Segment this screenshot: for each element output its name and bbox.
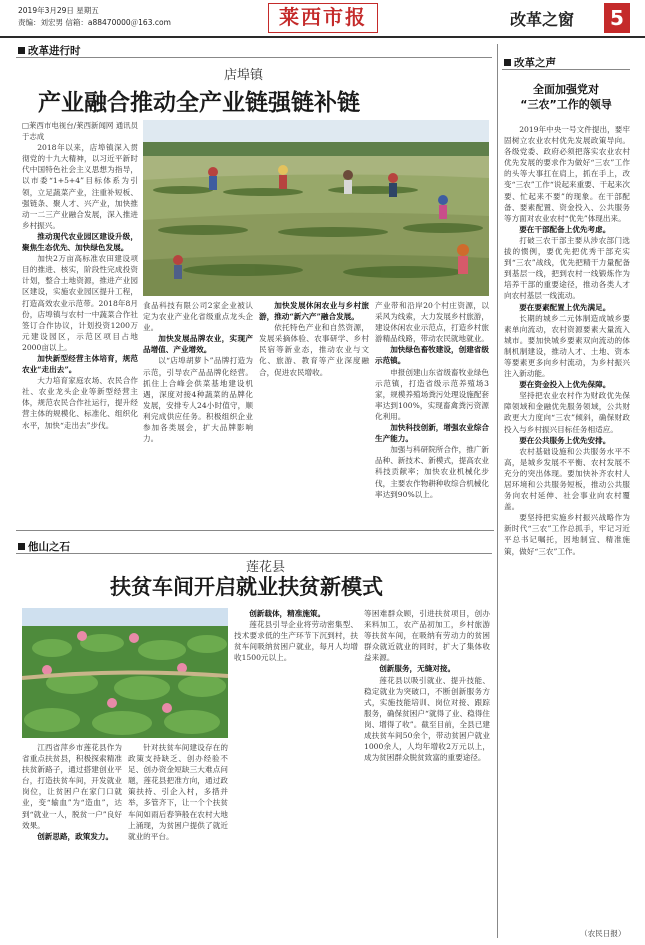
subheading: 要在公共服务上优先安排。 xyxy=(519,435,611,445)
subheading: 创新思路，政策发力。 xyxy=(37,831,114,841)
right-article-title xyxy=(502,82,630,112)
article-byline: □莱西市电视台/莱西新闻网 通讯员 于志成 xyxy=(22,121,138,142)
paragraph: 食品科技有限公司2家企业被认定为农业产业化省级重点龙头企业。 xyxy=(143,301,253,333)
editor-contact-line: 责编：刘宏男 信箱：a88470000＠163.com xyxy=(18,18,171,27)
subheading: 要在干部配备上优先考虑。 xyxy=(519,224,611,234)
paragraph: 打破三农干部主要从涉农部门选拔的惯例，要优先把优秀干部充实到“三农”战线，优先把精干力量配备到基层一线，把到农村一线锻炼作为培养干部的重要途径，推动各类人才向农村基层一线流动。 xyxy=(504,235,630,301)
paragraph: 2018年以来，店埠镇深入贯彻党的十九大精神，以习近平新时代中国特色社会主义思想为指导，以市委“1+5+4”目标体系为引领，立足蔬菜产业，注重补短板、强链条、聚人才、兴产业，加快推动一二三产业融合发展，深入推进乡村振兴。 xyxy=(22,143,138,230)
header-meta xyxy=(18,5,171,29)
paragraph: 2019年中央一号文件提出，要牢固树立农业农村优先发展政策导向。各级党委、政府必须把落实农业农村优先发展的要求作为做好“三农”工作的头等大事扛在肩上，抓在手上，改变“三农”工作“说起来重要、干起来次要、忙起来不要”的现象。在干部配备、要素配置、资金投入、公共服务等方面对农业农村“优先”体现出来。 xyxy=(504,125,630,223)
article-headline: 产业融合推动全产业链强链补链 xyxy=(38,90,360,116)
paragraph: 坚持把农业农村作为财政优先保障领域和金融优先服务领域，公共财政更大力度向“三农”倾斜，确保财政投入与乡村振兴目标任务相适应。 xyxy=(504,391,630,434)
subheading: 要在要素配置上优先满足。 xyxy=(519,302,611,312)
article-headline: 扶贫车间开启就业扶贫新模式 xyxy=(110,575,383,599)
subheading: 创新载体，精准施策。 xyxy=(249,609,326,618)
paragraph: 加快2万亩高标准农田建设项目的推进、核实，阶段性完成投资计划，整合土地资源，推进产业园区建设，实施农业园区提升工程，打造高效农业示范带。2018年8月份，店埠镇与农村一中蔬菜合作社签订合作协议，计划投资1200万元建设园区，示范区项目占地2000亩以上。 xyxy=(22,254,138,352)
paragraph: 申报创建山东省级畜牧业绿色示范镇，打造省级示范养殖场3家，规模养殖场粪污处理设施配套率达到100%，实现畜禽粪污资源化利用。 xyxy=(375,367,489,421)
paragraph: 产业带和沿岸20个村庄资源，以采风为线索，大力发展乡村旅游，建设休闲农业示范点，打造乡村旅游精品线路，带动农民就地就业。 xyxy=(375,301,489,344)
page-number: 5 xyxy=(604,3,630,33)
section-bar-reform: 改革进行时 xyxy=(16,44,492,58)
subheading: 加快新型经营主体培育，规范农业“走出去”。 xyxy=(22,353,138,375)
paragraph: 针对扶贫车间建设存在的政策支持缺乏、创办经验不足、创办资金短缺三大难点问题，莲花县把准方向，通过政策扶持、引企入村，多措并举，多管齐下，让一个个扶贫车间如雨后春笋般在农村大地上涌现，为贫困户提供了就近就业的平台。 xyxy=(128,743,228,841)
subheading: 创新服务，无缝对接。 xyxy=(379,664,456,674)
article-column-1 xyxy=(22,120,138,480)
newspaper-masthead: 莱西市报 xyxy=(268,3,378,33)
article-kicker: 莲花县 xyxy=(246,560,286,575)
paragraph: 农村基础设施和公共服务水平不高，是城乡发展不平衡、农村发展不充分的突出体现。要加快补齐农村人居环境和公共服务短板，推动公共服务向农村延伸、社会事业向农村覆盖。 xyxy=(504,446,630,512)
subheading: 推动现代农业园区建设升级，聚焦生态优先、加快绿色发展。 xyxy=(22,231,138,253)
paragraph: 莲花县以吸引就业、提升技能、稳定就业为突破口，不断创新服务方式，实施技能培训、岗位对接、跟踪服务，确保贫困户“就得了业、稳得住岗、增得了收”。截至目前，全县已建成扶贫车间50余个，带动贫困户就业1000余人，人均年增收2万元以上，成为贫困群众脱贫致富的重要途径。 xyxy=(364,675,490,763)
subheading: 加快发展品牌农业，实现产品增值、产业增效。 xyxy=(143,334,253,355)
page-header xyxy=(0,0,645,38)
lotus-photo-illustration xyxy=(22,608,228,738)
field-photo-illustration xyxy=(143,120,489,296)
title-line-2: “三农”工作的领导 xyxy=(520,98,612,111)
paragraph: 以“店埠胡萝卜”品牌打造为示范，引导农产品品牌化经营。抓住上合峰会供菜基地建设机遇，深度对接4种蔬菜的品牌化发展，安排专人24小时值守，顺利完成供应任务。积极组织企业参加各类展会，扩大品牌影响力。 xyxy=(143,356,253,444)
divider xyxy=(16,530,494,531)
paragraph: 等困难群众顾，引进扶贫项目，创办来料加工，农产品初加工，乡村旅游等扶贫车间，在吸纳有劳动力的贫困群众就近就业的同时，扩大了集体收益来源。 xyxy=(364,609,490,663)
article-column-3 xyxy=(259,300,369,480)
source-credit: （农民日报） xyxy=(580,929,626,938)
paragraph: 江西省萍乡市莲花县作为省重点扶贫县，积极探索精准扶贫新路子，通过搭建创业平台，打造扶贫车间，开发就业岗位，让贫困户在家门口就业，变“输血”为“造血”，达到“就业一人，脱贫一户”良好效果。 xyxy=(22,743,122,830)
article-column-2 xyxy=(143,300,253,480)
section-bar-voice: 改革之声 xyxy=(502,56,630,70)
article-kicker: 店埠镇 xyxy=(224,68,264,83)
right-article-body xyxy=(504,124,630,926)
paragraph: 加强与科研院所合作，推广新品种、新技术、新模式，提高农业科技贡献率；加快农业机械化步伐，主要农作物耕种收综合机械化率达到90%以上。 xyxy=(375,445,489,499)
title-line-1: 全面加强党对 xyxy=(533,83,599,96)
section-bar-other: 他山之石 xyxy=(16,540,492,554)
article-column-6 xyxy=(234,608,358,938)
article-column-4 xyxy=(375,300,489,525)
date-line: 2019年3月29日 星期五 xyxy=(18,6,99,15)
subheading: 要在资金投入上优先保障。 xyxy=(519,380,611,390)
paragraph: 长期的城乡二元体制造成城乡要素单向流动，农村资源要素大量流入城市。要加快城乡要素双向流动的体制机制建设，推动人才、土地、资本等要素更多向乡村流动，为乡村振兴注入新动能。 xyxy=(504,313,630,379)
column-divider xyxy=(497,44,498,938)
paragraph: 大力培育家庭农场、农民合作社、农业龙头企业等新型经营主体，规范农民合作社运行，提升经营主体的规模化、标准化、组织化水平，加快“走出去”步伐。 xyxy=(22,376,138,430)
subheading: 加快发展休闲农业与乡村旅游，推动“新六产”融合发展。 xyxy=(259,301,369,322)
subheading: 加快绿色畜牧建设，创建省级示范镇。 xyxy=(375,345,489,366)
photo-lotus-pond xyxy=(22,608,228,738)
article-column-7 xyxy=(364,608,490,938)
paragraph: 依托特色产业和自然资源，发展采摘体验、农事研学、乡村民宿等新业态，推动农业与文化、旅游、教育等产业深度融合，促进农民增收。 xyxy=(259,323,369,377)
paragraph: 要坚持把实施乡村振兴战略作为新时代“三农”工作总抓手，牢记习近平总书记嘱托，因地制宜、精准施策，做好“三农”工作。 xyxy=(504,513,630,556)
subheading: 加快科技创新，增强农业综合生产能力。 xyxy=(375,423,489,444)
article-column-5 xyxy=(22,742,228,938)
paragraph: 莲花县引导企业将劳动密集型、技术要求低的生产环节下沉到村，扶贫车间吸纳贫困户就业，每月人均增收1500元以上。 xyxy=(234,620,358,663)
photo-farmers-field xyxy=(143,120,489,296)
section-title: 改革之窗 xyxy=(510,10,575,29)
